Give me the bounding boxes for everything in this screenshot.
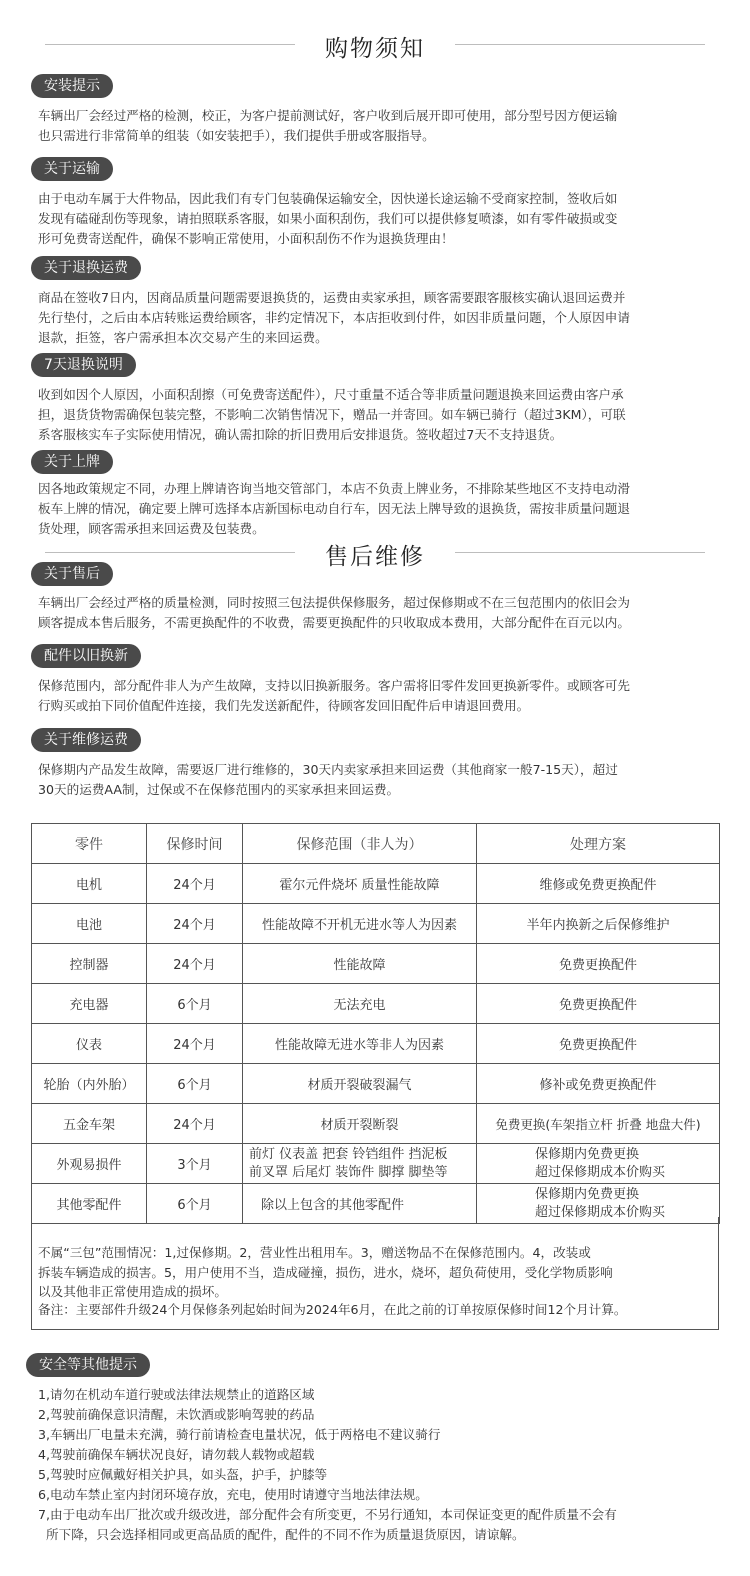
cell-part: 充电器 [32, 984, 147, 1024]
text-line: 顾客提成本售后服务，不需更换配件的不收费，需要更换配件的只收取成本费用，大部分配件在百元以内。 [38, 615, 630, 630]
cell-period: 3个月 [147, 1144, 243, 1184]
header-period: 保修时间 [147, 824, 243, 864]
cell-part: 其他零配件 [32, 1184, 147, 1224]
tag-safety: 安全等其他提示 [26, 1353, 150, 1377]
cell-solution: 免费更换配件 [477, 944, 720, 984]
cell-part: 电池 [32, 904, 147, 944]
cell-solution: 免费更换配件 [477, 984, 720, 1024]
safety-line: 3,车辆出厂电量未充满，骑行前请检查电量状况，低于两格电不建议骑行 [38, 1427, 441, 1442]
divider-right [455, 44, 705, 45]
cell-scope: 性能故障不开机无进水等人为因素 [243, 904, 477, 944]
tag-old-for-new: 配件以旧换新 [31, 644, 141, 668]
text-line: 保修范围内，部分配件非人为产生故障，支持以旧换新服务。客户需将旧零件发回更换新零件。或顾客可先 [38, 678, 630, 693]
text-line: 发现有磕碰刮伤等现象，请拍照联系客服，如果小面积刮伤，我们可以提供修复喷漆，如有零件破损或变 [38, 211, 618, 226]
table-row [32, 904, 720, 944]
text-line: 系客服核实车子实际使用情况，确认需扣除的折旧费用后安排退货。签收超过7天不支持退货。 [38, 427, 563, 442]
safety-line: 2,驾驶前确保意识清醒，未饮酒或影响驾驶的药品 [38, 1407, 315, 1422]
header-scope: 保修范围（非人为） [243, 824, 477, 864]
cell-solution: 修补或免费更换配件 [477, 1064, 720, 1104]
cell-solution [477, 1144, 720, 1184]
text-line: 货处理，顾客需承担来回运费及包装费。 [38, 521, 265, 536]
solution-line: 超过保修期成本价购买 [535, 1204, 666, 1220]
table-header-row [32, 824, 720, 864]
old-for-new-text [38, 676, 630, 716]
cell-solution: 免费更换(车架指立杆 折叠 地盘大件) [477, 1104, 720, 1144]
cell-period: 6个月 [147, 1184, 243, 1224]
cell-scope: 无法充电 [243, 984, 477, 1024]
text-line: 车辆出厂会经过严格的检测，校正，为客户提前测试好，客户收到后展开即可使用，部分型号因方便运输 [38, 108, 618, 123]
solution-line: 保修期内免费更换 [535, 1186, 640, 1202]
safety-line: 6,电动车禁止室内封闭环境存放，充电，使用时请遵守当地法律法规。 [38, 1487, 428, 1502]
cell-scope: 材质开裂断裂 [243, 1104, 477, 1144]
table-row [32, 1064, 720, 1104]
table-row [32, 1024, 720, 1064]
text-line: 也只需进行非常简单的组装（如安装把手），我们提供手册或客服指导。 [38, 128, 435, 143]
tag-return-fee: 关于退换运费 [31, 256, 141, 280]
table-row [32, 944, 720, 984]
cell-part: 轮胎（内外胎） [32, 1064, 147, 1104]
text-line: 先行垫付，之后由本店转账运费给顾客，非约定情况下，本店拒收到付件，如因非质量问题，个人原因申请 [38, 310, 630, 325]
cell-part: 外观易损件 [32, 1144, 147, 1184]
cell-solution: 维修或免费更换配件 [477, 864, 720, 904]
text-line: 形可免费寄送配件，确保不影响正常使用，小面积刮伤不作为退换货理由！ [38, 231, 454, 246]
seven-day-text [38, 385, 626, 445]
text-line: 板车上牌的情况，确定要上牌可选择本店新国标电动自行车，因无法上牌导致的退换货，需按非质量问题退 [38, 501, 630, 516]
table-note: 以及其他非正常使用造成的损坏。 [38, 1284, 227, 1299]
table-row [32, 1104, 720, 1144]
text-line: 车辆出厂会经过严格的质量检测，同时按照三包法提供保修服务，超过保修期或不在三包范围内的依旧会为 [38, 595, 630, 610]
text-line: 保修期内产品发生故障，需要返厂进行维修的，30天内卖家承担来回运费（其他商家一般7-15天），超过 [38, 762, 618, 777]
shipping-text [38, 189, 617, 249]
scope-line: 前叉罩 后尾灯 装饰件 脚撑 脚垫等 [249, 1164, 448, 1180]
cell-part: 控制器 [32, 944, 147, 984]
solution-line: 超过保修期成本价购买 [535, 1164, 666, 1180]
cell-period: 6个月 [147, 984, 243, 1024]
warranty-table [31, 823, 720, 1224]
tag-plate: 关于上牌 [31, 450, 113, 474]
cell-period: 24个月 [147, 904, 243, 944]
cell-period: 24个月 [147, 1104, 243, 1144]
solution-line: 保修期内免费更换 [535, 1146, 640, 1162]
text-line: 30天的运费AA制，过保或不在保修范围内的买家承担来回运费。 [38, 782, 400, 797]
text-line: 收到如因个人原因，小面积刮擦（可免费寄送配件），尺寸重量不适合等非质量问题退换来回运费由客户承 [38, 387, 624, 402]
tag-seven-day: 7天退换说明 [31, 353, 136, 377]
cell-part: 仪表 [32, 1024, 147, 1064]
cell-period: 24个月 [147, 1024, 243, 1064]
cell-scope: 性能故障无进水等非人为因素 [243, 1024, 477, 1064]
cell-part: 电机 [32, 864, 147, 904]
cell-part: 五金车架 [32, 1104, 147, 1144]
text-line: 行购买或拍下同价值配件连接，我们先发送新配件，待顾客发回旧配件后申请退回费用。 [38, 698, 530, 713]
text-line: 因各地政策规定不同，办理上牌请咨询当地交管部门，本店不负责上牌业务，不排除某些地区不支持电动滑 [38, 481, 630, 496]
divider-right [455, 552, 705, 553]
safety-line: 7,由于电动车出厂批次或升级改进，部分配件会有所变更，不另行通知，本司保证变更的配件质量不会有 [38, 1507, 617, 1522]
scope-line: 前灯 仪表盖 把套 铃铛组件 挡泥板 [249, 1146, 448, 1162]
tag-after-sale: 关于售后 [31, 562, 113, 586]
return-fee-text [38, 288, 630, 348]
text-line: 由于电动车属于大件物品，因此我们有专门包装确保运输安全，因快递长途运输不受商家控制，签收后如 [38, 191, 618, 206]
table-row [32, 864, 720, 904]
table-row [32, 1144, 720, 1184]
cell-solution: 半年内换新之后保修维护 [477, 904, 720, 944]
safety-line: 5,驾驶时应佩戴好相关护具，如头盔，护手，护膝等 [38, 1467, 328, 1482]
table-note: 拆装车辆造成的损害。5，用户使用不当，造成碰撞，损伤，进水，烧坏，超负荷使用，受化学物质影响 [38, 1265, 613, 1280]
cell-period: 24个月 [147, 944, 243, 984]
text-line: 退款，拒签，客户需承担本次交易产生的来回运费。 [38, 330, 328, 345]
repair-fee-text [38, 760, 618, 800]
scope-line: 除以上包含的其他零配件 [261, 1198, 405, 1213]
safety-line: 1,请勿在机动车道行驶或法律法规禁止的道路区域 [38, 1387, 315, 1402]
cell-scope: 材质开裂破裂漏气 [243, 1064, 477, 1104]
section-title-shopping: 购物须知 [325, 36, 425, 62]
cell-period: 6个月 [147, 1064, 243, 1104]
table-note: 备注：主要部件升级24个月保修条列起始时间为2024年6月，在此之前的订单按原保修时间12个月计算。 [38, 1302, 627, 1317]
table-row [32, 984, 720, 1024]
safety-line: 4,驾驶前确保车辆状况良好，请勿载人载物或超载 [38, 1447, 315, 1462]
tag-repair-fee: 关于维修运费 [31, 728, 141, 752]
safety-line: 所下降，只会选择相同或更高品质的配件，配件的不同不作为质量退货原因，请谅解。 [38, 1527, 525, 1542]
header-solution: 处理方案 [477, 824, 720, 864]
cell-solution: 免费更换配件 [477, 1024, 720, 1064]
tag-install: 安装提示 [31, 74, 113, 98]
header-part: 零件 [32, 824, 147, 864]
text-line: 担，退货货物需确保包装完整，不影响二次销售情况下，赠品一并寄回。如车辆已骑行（超过3KM），可联 [38, 407, 626, 422]
plate-text [38, 479, 630, 539]
cell-scope: 霍尔元件烧坏 质量性能故障 [243, 864, 477, 904]
cell-scope [243, 1144, 477, 1184]
install-text [38, 106, 617, 146]
section-title-after-sale: 售后维修 [325, 544, 425, 570]
table-note: 不属“三包”范围情况：1,过保修期。2，营业性出租用车。3，赠送物品不在保修范围内。4，改装或 [38, 1245, 591, 1260]
text-line: 商品在签收7日内，因商品质量问题需要退换货的，运费由卖家承担，顾客需要跟客服核实确认退回运费并 [38, 290, 626, 305]
tag-shipping: 关于运输 [31, 157, 113, 181]
cell-scope: 性能故障 [243, 944, 477, 984]
after-sale-text [38, 593, 630, 633]
cell-period: 24个月 [147, 864, 243, 904]
